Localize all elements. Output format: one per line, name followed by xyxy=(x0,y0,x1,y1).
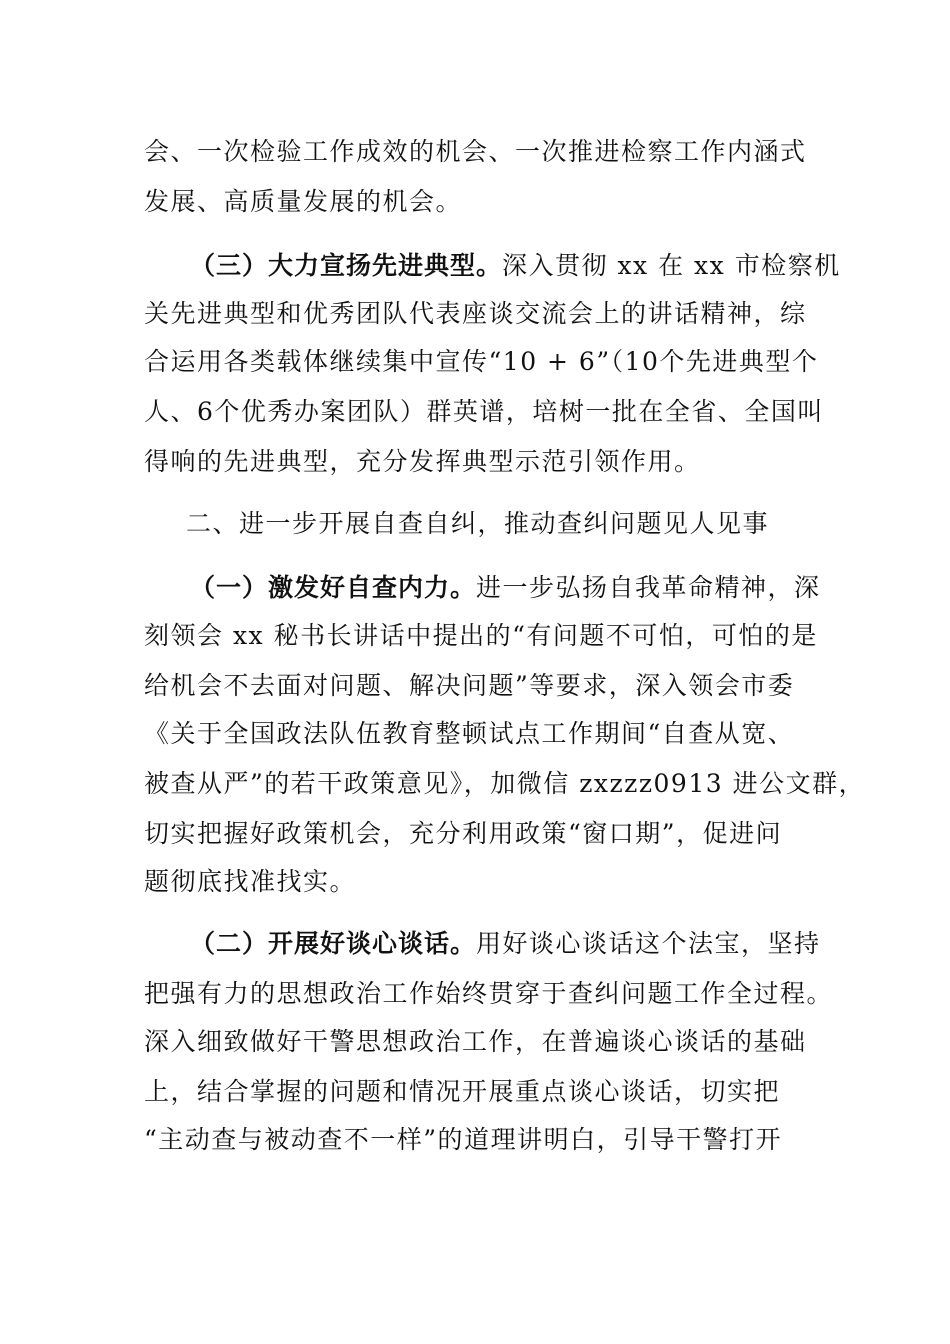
paragraph-line: 给机会不去面对问题、解决问题”等要求，深入领会市委 xyxy=(144,671,795,700)
paragraph-line: 得响的先进典型，充分发挥典型示范引领作用。 xyxy=(144,447,701,476)
paragraph-line: 关先进典型和优秀团队代表座谈交流会上的讲话精神，综 xyxy=(144,299,807,328)
paragraph-line: 把强有力的思想政治工作始终贯穿于查纠问题工作全过程。 xyxy=(144,979,834,1008)
subsection-heading: （三）大力宣扬先进典型。 xyxy=(190,251,503,280)
subsection-heading: （二）开展好谈心谈话。 xyxy=(190,929,477,958)
paragraph-line: 《关于全国政法队伍教育整顿试点工作期间“自查从宽、 xyxy=(144,719,795,748)
paragraph-line: 深入细致做好干警思想政治工作，在普遍谈心谈话的基础 xyxy=(144,1027,807,1056)
paragraph-line: 刻领会 xx 秘书长讲话中提出的“有问题不可怕，可怕的是 xyxy=(144,621,818,650)
paragraph-line: 切实把握好政策机会，充分利用政策“窗口期”，促进问 xyxy=(144,819,783,848)
section-title: 二、进一步开展自查自纠，推动查纠问题见人见事 xyxy=(186,509,770,538)
subsection-heading: （一）激发好自查内力。 xyxy=(190,573,477,602)
paragraph-line: 发展、高质量发展的机会。 xyxy=(144,187,463,216)
paragraph-line: 人、6个优秀办案团队）群英谱，培树一批在全省、全国叫 xyxy=(144,397,824,426)
paragraph-line: “主动查与被动查不一样”的道理讲明白，引导干警打开 xyxy=(144,1125,783,1154)
paragraph-first-line xyxy=(190,926,821,962)
paragraph-text: 进一步弘扬自我革命精神，深 xyxy=(476,573,821,602)
paragraph-line: 上，结合掌握的问题和情况开展重点谈心谈话，切实把 xyxy=(144,1077,781,1106)
paragraph-line: 会、一次检验工作成效的机会、一次推进检察工作内涵式 xyxy=(144,137,807,166)
paragraph-line: 合运用各类载体继续集中宣传“10 + 6”（10个先进典型个 xyxy=(144,347,819,376)
paragraph-line: 被查从严”的若干政策意见》，加微信 zxzzz0913 进公文群， xyxy=(144,769,866,798)
paragraph-first-line xyxy=(190,248,841,284)
paragraph-first-line xyxy=(190,570,821,606)
paragraph-line: 题彻底找准找实。 xyxy=(144,867,357,896)
paragraph-text: 用好谈心谈话这个法宝，坚持 xyxy=(476,929,821,958)
paragraph-text: 深入贯彻 xx 在 xx 市检察机 xyxy=(502,251,841,280)
